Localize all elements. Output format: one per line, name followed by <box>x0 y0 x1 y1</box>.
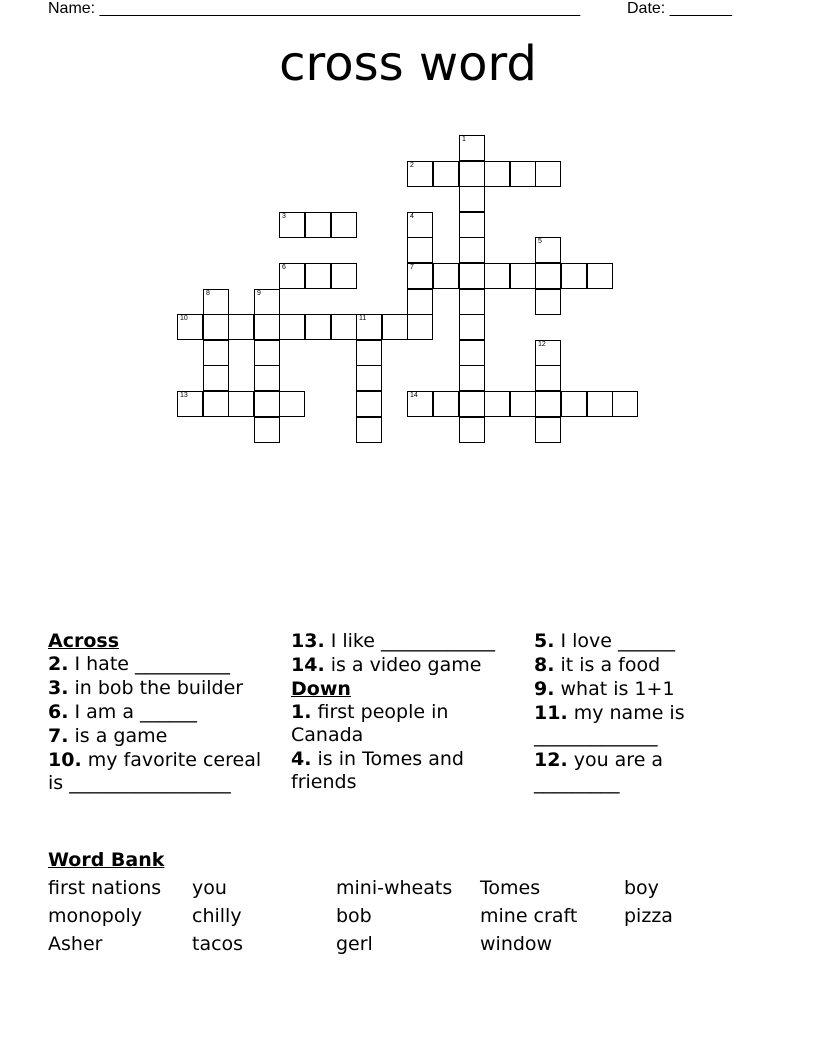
cell-number: 6 <box>282 264 286 271</box>
crossword-cell <box>407 391 433 417</box>
cell-number: 2 <box>410 162 414 169</box>
word-bank-item: mini-wheats <box>336 877 453 899</box>
crossword-cell <box>612 391 638 417</box>
crossword-cell <box>254 340 280 366</box>
cell-number: 3 <box>282 213 286 220</box>
word-bank-item: window <box>480 933 553 955</box>
across-clue-2: 2. I hate __________ <box>48 653 231 675</box>
across-heading: Across <box>48 630 120 652</box>
across-clue-10: 10. my favorite cereal is _________________ <box>48 749 262 794</box>
word-bank-item: Tomes <box>480 877 541 899</box>
word-bank-item: mine craft <box>480 905 578 927</box>
crossword-cell <box>433 263 459 289</box>
word-bank-item: pizza <box>624 905 673 927</box>
word-bank-item: Asher <box>48 933 103 955</box>
across-clue-13: 13. I like ____________ <box>291 630 495 652</box>
crossword-cell <box>331 314 357 340</box>
crossword-cell <box>484 161 510 187</box>
crossword-cell <box>433 161 459 187</box>
crossword-cell <box>279 212 305 238</box>
crossword-cell <box>459 391 485 417</box>
cell-number: 5 <box>538 238 542 245</box>
crossword-cell <box>407 289 433 315</box>
cell-number: 7 <box>410 264 414 271</box>
crossword-cell <box>433 391 459 417</box>
crossword-cell <box>407 263 433 289</box>
clues-column-1 <box>48 630 263 796</box>
crossword-cell <box>203 314 229 340</box>
word-bank-item: you <box>192 877 227 899</box>
crossword-cell <box>459 340 485 366</box>
cell-number: 9 <box>257 290 261 297</box>
crossword-cell <box>535 417 561 443</box>
crossword-cell <box>459 314 485 340</box>
crossword-cell <box>459 263 485 289</box>
down-clue-12: 12. you are a _________ <box>534 749 664 794</box>
crossword-cell <box>203 391 229 417</box>
crossword-cell <box>254 417 280 443</box>
cell-number: 8 <box>206 290 210 297</box>
crossword-cell <box>356 365 382 391</box>
crossword-cell <box>356 391 382 417</box>
crossword-cell <box>484 263 510 289</box>
crossword-cell <box>561 391 587 417</box>
crossword-cell <box>254 314 280 340</box>
crossword-cell <box>535 263 561 289</box>
crossword-cell <box>203 340 229 366</box>
word-bank-item: first nations <box>48 877 162 899</box>
cell-number: 10 <box>180 315 188 322</box>
down-heading: Down <box>291 678 351 700</box>
date-field-label: Date: _______ <box>627 0 732 17</box>
crossword-cell <box>535 237 561 263</box>
cell-number: 12 <box>538 341 546 348</box>
word-bank-item: gerl <box>336 933 373 955</box>
cell-number: 4 <box>410 213 414 220</box>
across-clue-7: 7. is a game <box>48 725 168 747</box>
crossword-cell <box>587 391 613 417</box>
crossword-cell <box>279 263 305 289</box>
across-clue-3: 3. in bob the builder <box>48 677 244 699</box>
crossword-cell <box>331 212 357 238</box>
crossword-cell <box>177 314 203 340</box>
crossword-grid <box>0 0 816 460</box>
down-clue-1: 1. first people in Canada <box>291 701 449 746</box>
crossword-cell <box>535 289 561 315</box>
word-bank-item: bob <box>336 905 372 927</box>
cell-number: 1 <box>462 136 466 143</box>
crossword-cell <box>510 161 536 187</box>
crossword-cell <box>254 289 280 315</box>
crossword-cell <box>228 314 254 340</box>
down-clue-9: 9. what is 1+1 <box>534 678 675 700</box>
down-clue-4: 4. is in Tomes and friends <box>291 748 464 793</box>
word-bank-item: boy <box>624 877 659 899</box>
word-bank-heading: Word Bank <box>48 849 165 871</box>
crossword-cell <box>535 391 561 417</box>
crossword-cell <box>459 237 485 263</box>
crossword-cell <box>356 340 382 366</box>
crossword-cell <box>305 314 331 340</box>
clues-column-3 <box>534 630 749 796</box>
across-clue-6: 6. I am a ______ <box>48 701 198 723</box>
crossword-cell <box>459 186 485 212</box>
crossword-cell <box>407 212 433 238</box>
crossword-cell <box>459 161 485 187</box>
word-bank-list <box>48 874 768 958</box>
word-bank-item: chilly <box>192 905 242 927</box>
crossword-cell <box>459 417 485 443</box>
crossword-cell <box>331 263 357 289</box>
crossword-cell <box>305 263 331 289</box>
crossword-cell <box>407 314 433 340</box>
word-bank <box>48 846 768 958</box>
crossword-cell <box>535 365 561 391</box>
crossword-cell <box>228 391 254 417</box>
crossword-cell <box>459 289 485 315</box>
crossword-cell <box>407 237 433 263</box>
crossword-cell <box>535 340 561 366</box>
crossword-cell <box>535 161 561 187</box>
crossword-cell <box>279 314 305 340</box>
crossword-cell <box>279 391 305 417</box>
crossword-cell <box>407 161 433 187</box>
crossword-cell <box>382 314 408 340</box>
crossword-cell <box>356 314 382 340</box>
down-clue-11: 11. my name is _____________ <box>534 702 685 747</box>
crossword-cell <box>356 417 382 443</box>
crossword-cell <box>254 391 280 417</box>
crossword-cell <box>587 263 613 289</box>
crossword-cell <box>561 263 587 289</box>
clues-column-2 <box>291 630 506 795</box>
crossword-cell <box>203 289 229 315</box>
crossword-cell <box>484 391 510 417</box>
crossword-cell <box>510 263 536 289</box>
word-bank-item: monopoly <box>48 905 143 927</box>
name-field-label: Name: ______________________________________________________ <box>48 0 581 17</box>
word-bank-item: tacos <box>192 933 244 955</box>
crossword-cell <box>177 391 203 417</box>
cell-number: 11 <box>359 315 367 322</box>
across-clue-14: 14. is a video game <box>291 654 482 676</box>
cell-number: 13 <box>180 392 188 399</box>
down-clue-5: 5. I love ______ <box>534 630 676 652</box>
page-title: cross word <box>279 36 537 92</box>
crossword-cell <box>459 212 485 238</box>
crossword-cell <box>459 365 485 391</box>
crossword-cell <box>203 365 229 391</box>
crossword-cell <box>254 365 280 391</box>
crossword-cell <box>305 212 331 238</box>
down-clue-8: 8. it is a food <box>534 654 661 676</box>
crossword-cell <box>459 135 485 161</box>
crossword-cell <box>510 391 536 417</box>
cell-number: 14 <box>410 392 418 399</box>
